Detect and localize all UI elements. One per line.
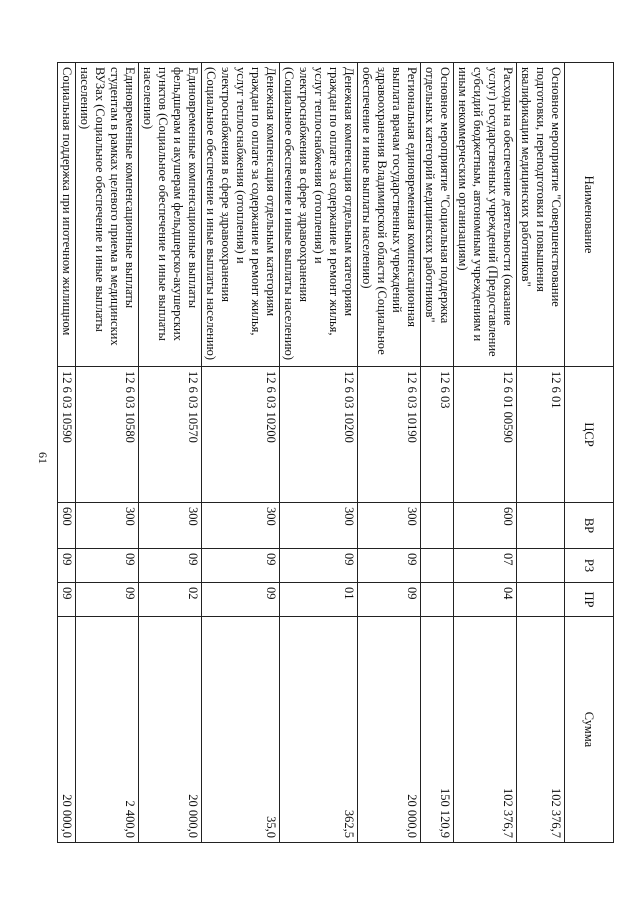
- cell-csr: 12 6 01 00590: [454, 367, 517, 503]
- table-row: [76, 63, 139, 843]
- budget-table: [57, 62, 614, 843]
- cell-rz: 09: [58, 549, 76, 583]
- cell-csr: 12 6 03 10200: [202, 367, 280, 503]
- cell-vr: 300: [280, 503, 358, 549]
- header-sum: Сумма: [565, 617, 614, 843]
- cell-pr: 04: [454, 583, 517, 617]
- table-row: [139, 63, 202, 843]
- rotated-table-wrapper: [60, 62, 614, 842]
- cell-vr: 600: [58, 503, 76, 549]
- cell-csr: 12 6 03 10570: [139, 367, 202, 503]
- cell-vr: 300: [358, 503, 421, 549]
- table-header-row: [565, 63, 614, 843]
- cell-sum: 150 120,9: [421, 617, 454, 843]
- cell-sum: 102 376,7: [517, 617, 565, 843]
- cell-name: Денежная компенсация отдельным категориям граждан по оплате за содержание и ремонт жилья, услуг теплоснабжения (отопления) и электроснабжения в сфере здравоохранения (Социальное обеспечение и иные выплаты населению): [202, 63, 280, 367]
- cell-name: Основное мероприятие "Совершенствование подготовки, переподготовки и повышения квалификации медицинских работников": [517, 63, 565, 367]
- cell-pr: 09: [202, 583, 280, 617]
- header-csr: ЦСР: [565, 367, 614, 503]
- cell-name: Социальная поддержка при ипотечном жилищном: [58, 63, 76, 367]
- cell-rz: [517, 549, 565, 583]
- cell-pr: 09: [358, 583, 421, 617]
- cell-rz: 09: [358, 549, 421, 583]
- cell-name: Основное мероприятие "Социальная поддержка отдельных категорий медицинских работников": [421, 63, 454, 367]
- cell-csr: 12 6 01: [517, 367, 565, 503]
- page-number: 61: [36, 452, 50, 464]
- cell-csr: 12 6 03 10580: [76, 367, 139, 503]
- header-vr: ВР: [565, 503, 614, 549]
- table-row: [202, 63, 280, 843]
- table-row: [454, 63, 517, 843]
- cell-pr: 01: [280, 583, 358, 617]
- cell-pr: [517, 583, 565, 617]
- cell-csr: 12 6 03 10590: [58, 367, 76, 503]
- cell-pr: 02: [139, 583, 202, 617]
- table-row: [421, 63, 454, 843]
- cell-sum: 2 400,0: [76, 617, 139, 843]
- header-name: Наименование: [565, 63, 614, 367]
- cell-csr: 12 6 03 10190: [358, 367, 421, 503]
- cell-vr: 300: [202, 503, 280, 549]
- cell-rz: 07: [454, 549, 517, 583]
- cell-vr: [517, 503, 565, 549]
- cell-sum: 35,0: [202, 617, 280, 843]
- table-row: [358, 63, 421, 843]
- cell-rz: 09: [76, 549, 139, 583]
- cell-vr: [421, 503, 454, 549]
- header-rz: РЗ: [565, 549, 614, 583]
- cell-name: Денежная компенсация отдельным категориям граждан по оплате за содержание и ремонт жилья, услуг теплоснабжения (отопления) и электроснабжения в сфере здравоохранения (Социальное обеспечение и иные выплаты населению): [280, 63, 358, 367]
- cell-sum: 102 376,7: [454, 617, 517, 843]
- cell-pr: 09: [58, 583, 76, 617]
- cell-sum: 20 000,0: [139, 617, 202, 843]
- cell-name: Единовременные компенсационные выплаты студентам в рамках целевого приема в медицинских ВУЗах (Социальное обеспечение и иные выплаты населению): [76, 63, 139, 367]
- cell-sum: 362,5: [280, 617, 358, 843]
- cell-sum: 20 000,0: [358, 617, 421, 843]
- cell-rz: 09: [202, 549, 280, 583]
- table-row: [517, 63, 565, 843]
- cell-vr: 300: [76, 503, 139, 549]
- cell-sum: 20 000,0: [58, 617, 76, 843]
- table-row: [58, 63, 76, 843]
- cell-rz: [421, 549, 454, 583]
- cell-name: Региональная единовременная компенсационная выплата врачам государственных учреждений здравоохранения Владимирской области (Социальное обеспечение и иные выплаты населению): [358, 63, 421, 367]
- cell-rz: 09: [139, 549, 202, 583]
- table-row: [280, 63, 358, 843]
- cell-name: Расходы на обеспечение деятельности (оказание услуг) государственных учреждений (Предоставление субсидий бюджетным, автономным учреждениям и иным некоммерческим организациям): [454, 63, 517, 367]
- cell-pr: 09: [76, 583, 139, 617]
- header-pr: ПР: [565, 583, 614, 617]
- cell-csr: 12 6 03: [421, 367, 454, 503]
- cell-vr: 600: [454, 503, 517, 549]
- cell-vr: 300: [139, 503, 202, 549]
- cell-name: Единовременные компенсационные выплаты фельдшерам и акушерам фельдшерско-акушерских пунктов (Социальное обеспечение и иные выплаты населению): [139, 63, 202, 367]
- cell-pr: [421, 583, 454, 617]
- cell-csr: 12 6 03 10200: [280, 367, 358, 503]
- cell-rz: 09: [280, 549, 358, 583]
